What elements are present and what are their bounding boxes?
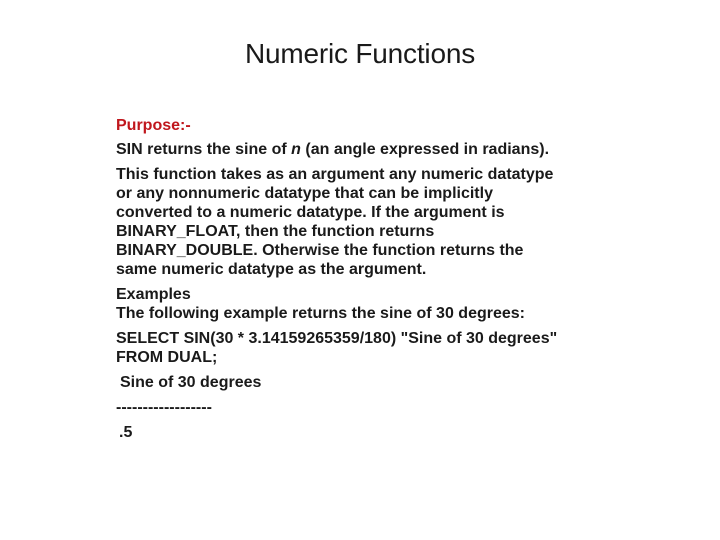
sin-intro <box>116 140 616 159</box>
sql-line: FROM DUAL; <box>116 349 218 366</box>
description-line: same numeric datatype as the argument. <box>116 261 427 278</box>
description-line: BINARY_FLOAT, then the function returns <box>116 223 435 240</box>
sin-intro-text: SIN returns the sine of <box>116 141 292 158</box>
sin-intro-variable: n <box>291 141 301 158</box>
sin-intro-rest: (an angle expressed in radians). <box>300 141 550 158</box>
slide-body <box>116 116 616 448</box>
examples-section <box>116 285 616 323</box>
example-intro: The following example returns the sine of 30 degrees: <box>116 305 525 322</box>
description-line: or any nonnumeric datatype that can be implicitly <box>116 185 493 202</box>
result-value: .5 <box>119 424 133 441</box>
description-paragraph <box>116 165 616 279</box>
description-line: BINARY_DOUBLE. Otherwise the function returns the <box>116 242 524 259</box>
result-header: Sine of 30 degrees <box>120 374 262 391</box>
description-line: converted to a numeric datatype. If the argument is <box>116 204 505 221</box>
examples-label: Examples <box>116 286 191 303</box>
sql-statement <box>116 329 616 367</box>
sql-line: SELECT SIN(30 * 3.14159265359/180) "Sine of 30 degrees" <box>116 330 558 347</box>
slide-title: Numeric Functions <box>244 38 475 69</box>
description-line: This function takes as an argument any numeric datatype <box>116 166 554 183</box>
purpose-label: Purpose:- <box>116 117 191 134</box>
result-separator: ------------------ <box>116 399 212 416</box>
